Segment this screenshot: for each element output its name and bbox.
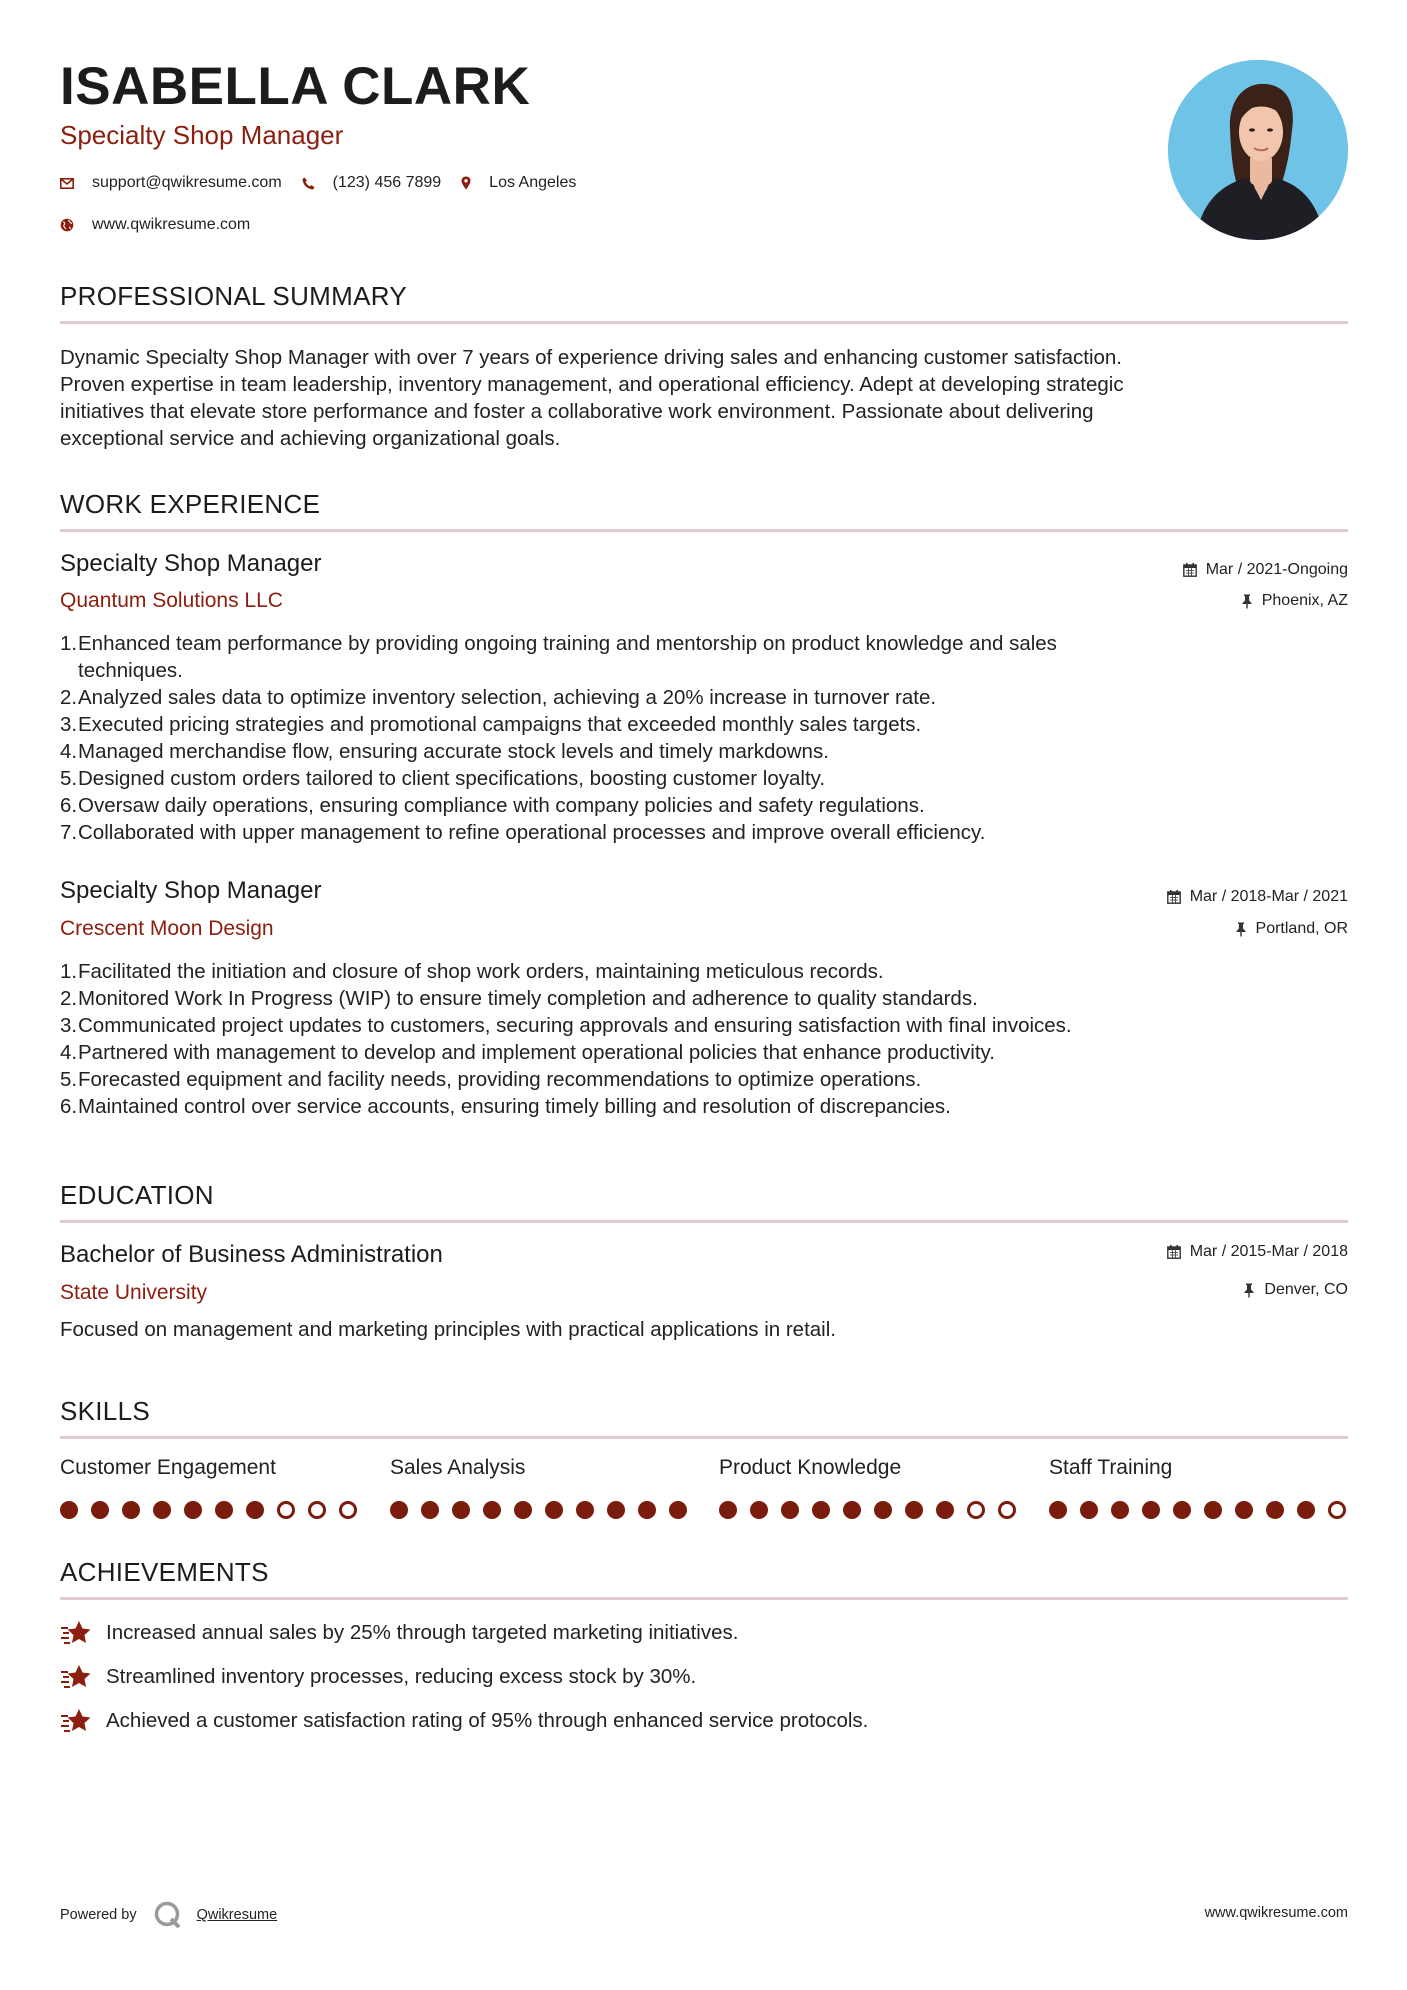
school-name: State University bbox=[60, 1281, 208, 1304]
list-item: 6. Maintained control over service accounts, ensuring timely billing and resolution of discrepancies. bbox=[60, 1095, 951, 1118]
globe-icon bbox=[60, 218, 74, 232]
skill-item bbox=[390, 1456, 690, 1480]
rating-dot-filled bbox=[153, 1501, 171, 1519]
section-divider bbox=[60, 529, 1348, 532]
rating-dot-filled bbox=[246, 1501, 264, 1519]
rating-dot-filled bbox=[874, 1501, 892, 1519]
summary-line: exceptional service and achieving organizational goals. bbox=[60, 427, 561, 450]
summary-line: Proven expertise in team leadership, inventory management, and operational efficiency. Adept at developing strategic bbox=[60, 373, 1124, 396]
rating-dot-filled bbox=[483, 1501, 501, 1519]
degree-title: Bachelor of Business Administration bbox=[60, 1241, 443, 1268]
rating-dot-filled bbox=[1049, 1501, 1067, 1519]
rating-dot-filled bbox=[1266, 1501, 1284, 1519]
section-divider bbox=[60, 321, 1348, 324]
skill-rating bbox=[1049, 1501, 1359, 1519]
phone-item[interactable] bbox=[302, 174, 442, 192]
rating-dot-filled bbox=[1204, 1501, 1222, 1519]
rating-dot-empty bbox=[339, 1501, 357, 1519]
job-bullet-list bbox=[60, 630, 1350, 846]
list-item: 7. Collaborated with upper management to refine operational processes and improve overall efficiency. bbox=[60, 821, 986, 844]
rating-dot-empty bbox=[1328, 1501, 1346, 1519]
phone-icon bbox=[302, 177, 315, 190]
rating-dot-filled bbox=[1235, 1501, 1253, 1519]
education-description: Focused on management and marketing principles with practical applications in retail. bbox=[60, 1318, 836, 1341]
education-dates bbox=[1167, 1243, 1348, 1261]
summary-line: initiatives that elevate store performance and foster a collaborative work environment. Passionate about delivering bbox=[60, 400, 1094, 423]
contact-row bbox=[60, 174, 596, 192]
list-item: 3. Communicated project updates to customers, securing approvals and ensuring satisfaction with final invoices. bbox=[60, 1014, 1072, 1037]
website-text: www.qwikresume.com bbox=[92, 216, 251, 233]
trophy-star-icon bbox=[60, 1663, 94, 1691]
candidate-role: Specialty Shop Manager bbox=[60, 120, 344, 150]
list-item: 4. Partnered with management to develop and implement operational policies that enhance productivity. bbox=[60, 1041, 995, 1064]
section-divider bbox=[60, 1436, 1348, 1439]
qwikresume-logo-icon bbox=[153, 1900, 183, 1930]
job-dates bbox=[1167, 888, 1348, 906]
envelope-icon bbox=[60, 178, 74, 189]
rating-dot-filled bbox=[1173, 1501, 1191, 1519]
location-text: Los Angeles bbox=[489, 174, 577, 191]
summary-line: Dynamic Specialty Shop Manager with over 7 years of experience driving sales and enhancing customer satisfaction. bbox=[60, 346, 1122, 369]
list-item: 5. Forecasted equipment and facility needs, providing recommendations to optimize operations. bbox=[60, 1068, 922, 1091]
skill-rating bbox=[719, 1501, 1029, 1519]
job-location bbox=[1235, 920, 1348, 938]
job-location-text: Portland, OR bbox=[1255, 920, 1348, 937]
experience-heading: WORK EXPERIENCE bbox=[60, 489, 321, 519]
calendar-icon bbox=[1167, 890, 1181, 904]
list-item: 6. Oversaw daily operations, ensuring compliance with company policies and safety regulations. bbox=[60, 794, 925, 817]
skill-rating bbox=[60, 1501, 370, 1519]
rating-dot-filled bbox=[60, 1501, 78, 1519]
achievement-text: Increased annual sales by 25% through targeted marketing initiatives. bbox=[106, 1621, 739, 1644]
brand-link[interactable]: Qwikresume bbox=[196, 1907, 278, 1923]
achievement-item bbox=[60, 1663, 696, 1691]
location-item bbox=[461, 174, 576, 192]
trophy-star-icon bbox=[60, 1707, 94, 1735]
skill-label: Sales Analysis bbox=[390, 1456, 526, 1479]
candidate-name: ISABELLA CLARK bbox=[60, 57, 531, 116]
company-name: Quantum Solutions LLC bbox=[60, 589, 283, 612]
job-dates bbox=[1183, 561, 1348, 579]
summary-text bbox=[60, 344, 1350, 452]
email-text: support@qwikresume.com bbox=[92, 174, 282, 191]
map-pin-icon bbox=[461, 176, 471, 190]
rating-dot-filled bbox=[843, 1501, 861, 1519]
section-divider bbox=[60, 1597, 1348, 1600]
rating-dot-filled bbox=[781, 1501, 799, 1519]
company-name: Crescent Moon Design bbox=[60, 917, 274, 940]
rating-dot-empty bbox=[998, 1501, 1016, 1519]
rating-dot-filled bbox=[669, 1501, 687, 1519]
email-item[interactable] bbox=[60, 174, 282, 192]
rating-dot-filled bbox=[1080, 1501, 1098, 1519]
list-item: 3. Executed pricing strategies and promotional campaigns that exceeded monthly sales targets. bbox=[60, 713, 922, 736]
rating-dot-filled bbox=[1111, 1501, 1129, 1519]
website-item[interactable] bbox=[60, 216, 250, 234]
job-bullet-list bbox=[60, 958, 1350, 1120]
rating-dot-filled bbox=[1297, 1501, 1315, 1519]
rating-dot-filled bbox=[936, 1501, 954, 1519]
pushpin-icon bbox=[1241, 594, 1253, 609]
education-location bbox=[1243, 1281, 1348, 1299]
calendar-icon bbox=[1183, 563, 1197, 577]
job-dates-text: Mar / 2018-Mar / 2021 bbox=[1189, 888, 1348, 905]
achievement-item bbox=[60, 1619, 738, 1647]
achievement-text: Achieved a customer satisfaction rating of 95% through enhanced service protocols. bbox=[106, 1709, 869, 1732]
rating-dot-filled bbox=[1142, 1501, 1160, 1519]
rating-dot-filled bbox=[812, 1501, 830, 1519]
education-heading: EDUCATION bbox=[60, 1180, 214, 1210]
profile-photo bbox=[1168, 60, 1348, 240]
skill-item bbox=[60, 1456, 360, 1480]
rating-dot-filled bbox=[514, 1501, 532, 1519]
rating-dot-empty bbox=[967, 1501, 985, 1519]
job-location-text: Phoenix, AZ bbox=[1261, 592, 1348, 609]
footer-website[interactable]: www.qwikresume.com bbox=[1204, 1905, 1348, 1921]
rating-dot-filled bbox=[215, 1501, 233, 1519]
calendar-icon bbox=[1167, 1245, 1181, 1259]
section-divider bbox=[60, 1220, 1348, 1223]
summary-heading: PROFESSIONAL SUMMARY bbox=[60, 281, 407, 311]
skill-item bbox=[1049, 1456, 1349, 1480]
rating-dot-filled bbox=[91, 1501, 109, 1519]
rating-dot-filled bbox=[390, 1501, 408, 1519]
skill-label: Product Knowledge bbox=[719, 1456, 902, 1479]
contact-row-website bbox=[60, 216, 270, 234]
education-dates-text: Mar / 2015-Mar / 2018 bbox=[1189, 1243, 1348, 1260]
job-title: Specialty Shop Manager bbox=[60, 550, 322, 577]
list-item: 1. Enhanced team performance by providing ongoing training and mentorship on product knowledge and sales techniques. bbox=[60, 632, 1057, 682]
rating-dot-filled bbox=[576, 1501, 594, 1519]
list-item: 5. Designed custom orders tailored to client specifications, boosting customer loyalty. bbox=[60, 767, 826, 790]
trophy-star-icon bbox=[60, 1619, 94, 1647]
pushpin-icon bbox=[1235, 922, 1247, 937]
rating-dot-filled bbox=[638, 1501, 656, 1519]
skill-item bbox=[719, 1456, 1019, 1480]
phone-text: (123) 456 7899 bbox=[332, 174, 442, 191]
skill-label: Customer Engagement bbox=[60, 1456, 276, 1479]
list-item: 2. Monitored Work In Progress (WIP) to ensure timely completion and adherence to quality standards. bbox=[60, 987, 978, 1010]
rating-dot-filled bbox=[719, 1501, 737, 1519]
skill-label: Staff Training bbox=[1049, 1456, 1173, 1479]
achievements-heading: ACHIEVEMENTS bbox=[60, 1557, 269, 1587]
job-location bbox=[1241, 592, 1348, 610]
list-item: 1. Facilitated the initiation and closure of shop work orders, maintaining meticulous records. bbox=[60, 960, 884, 983]
achievement-text: Streamlined inventory processes, reducing excess stock by 30%. bbox=[106, 1665, 697, 1688]
list-item: 2. Analyzed sales data to optimize inventory selection, achieving a 20% increase in turnover rate. bbox=[60, 686, 937, 709]
rating-dot-filled bbox=[545, 1501, 563, 1519]
rating-dot-filled bbox=[607, 1501, 625, 1519]
education-location-text: Denver, CO bbox=[1264, 1281, 1348, 1298]
rating-dot-filled bbox=[750, 1501, 768, 1519]
pushpin-icon bbox=[1243, 1283, 1255, 1298]
job-title: Specialty Shop Manager bbox=[60, 877, 322, 904]
rating-dot-filled bbox=[905, 1501, 923, 1519]
rating-dot-filled bbox=[184, 1501, 202, 1519]
job-dates-text: Mar / 2021-Ongoing bbox=[1205, 561, 1348, 578]
footer-powered-by bbox=[60, 1900, 277, 1930]
rating-dot-empty bbox=[277, 1501, 295, 1519]
list-item: 4. Managed merchandise flow, ensuring accurate stock levels and timely markdowns. bbox=[60, 740, 829, 763]
rating-dot-filled bbox=[421, 1501, 439, 1519]
skill-rating bbox=[390, 1501, 700, 1519]
skills-heading: SKILLS bbox=[60, 1396, 150, 1426]
rating-dot-empty bbox=[308, 1501, 326, 1519]
rating-dot-filled bbox=[452, 1501, 470, 1519]
achievement-item bbox=[60, 1707, 868, 1735]
powered-by-label: Powered by bbox=[60, 1907, 137, 1923]
rating-dot-filled bbox=[122, 1501, 140, 1519]
